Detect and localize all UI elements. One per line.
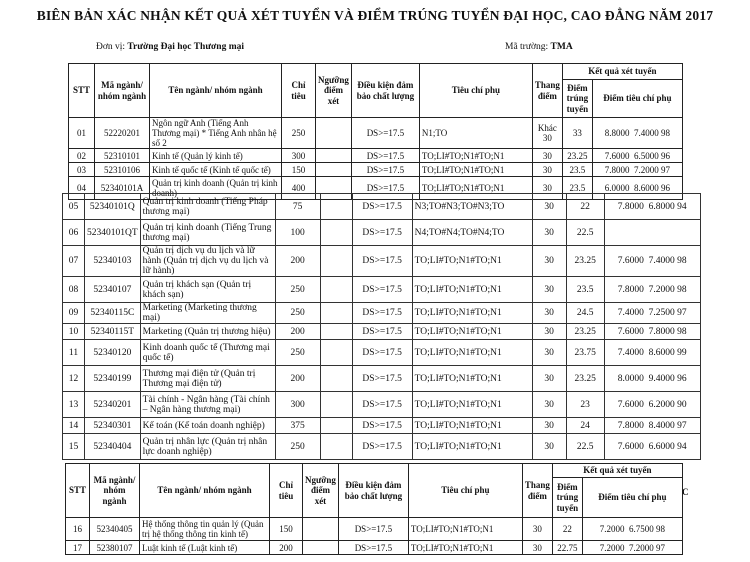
cell-scale: 30 (532, 277, 566, 303)
cell-name: Quản trị khách sạn (Quản trị khách sạn) (140, 277, 275, 303)
table-row (66, 518, 683, 541)
cell-quality: DS>=17.5 (352, 418, 412, 434)
cell-criteria: TO;LI#TO;N1#TO;N1 (419, 163, 532, 177)
cell-threshold (320, 392, 352, 418)
table-row (63, 277, 701, 303)
cell-threshold (303, 518, 339, 541)
col-header-name: Tên ngành/ nhóm ngành (140, 464, 270, 518)
school-code-line (505, 42, 573, 52)
cell-tiebreak: 7.6000 6.5000 96 (592, 149, 682, 163)
cell-threshold (320, 303, 352, 324)
cell-tiebreak: 7.8000 6.8000 94 (604, 194, 700, 220)
cell-tiebreak: 7.8000 8.4000 97 (604, 418, 700, 434)
cell-threshold (320, 194, 352, 220)
cell-criteria: TO;LI#TO;N1#TO;N1 (412, 277, 532, 303)
col-header-admission-score: Điểm trúng tuyển (552, 478, 582, 518)
col-header-name: Tên ngành/ nhóm ngành (150, 64, 282, 118)
col-header-code: Mã ngành/ nhóm ngành (90, 464, 140, 518)
col-header-quality: Điều kiện đảm bảo chất lượng (351, 64, 419, 118)
cell-scale: 30 (522, 541, 552, 555)
cell-criteria: TO;LI#TO;N1#TO;N1 (408, 541, 522, 555)
cell-threshold (316, 149, 352, 163)
cell-tiebreak (604, 220, 700, 246)
table-row (63, 194, 701, 220)
cell-code: 52340120 (85, 340, 141, 366)
cell-scale: 30 (532, 434, 566, 460)
cell-code: 52340115T (85, 324, 141, 340)
results-table-part-2 (62, 193, 701, 460)
cell-score: 23.5 (562, 163, 592, 177)
table-row (63, 392, 701, 418)
cell-quota: 200 (275, 324, 320, 340)
cell-quota: 200 (270, 541, 303, 555)
col-header-admission-score: Điểm trúng tuyển (562, 80, 592, 118)
cell-tiebreak: 8.0000 9.4000 96 (604, 366, 700, 392)
cell-code: 52340101QT (85, 220, 141, 246)
cell-quality: DS>=17.5 (352, 366, 412, 392)
cell-code: 52340199 (85, 366, 141, 392)
col-header-tiebreak: Điểm tiêu chí phụ (592, 80, 682, 118)
cell-tiebreak: 7.8000 7.2000 97 (592, 163, 682, 177)
cell-tiebreak: 7.2000 7.2000 97 (582, 541, 682, 555)
cell-stt: 11 (63, 340, 85, 366)
cell-quality: DS>=17.5 (352, 434, 412, 460)
cell-stt: 10 (63, 324, 85, 340)
cell-quota: 250 (282, 118, 316, 149)
cell-stt: 04 (69, 177, 95, 200)
table-row (63, 434, 701, 460)
cell-scale: 30 (532, 194, 566, 220)
cell-scale: 30 (532, 149, 562, 163)
cell-scale: 30 (532, 246, 566, 277)
cell-code: 52310101 (95, 149, 150, 163)
cell-quota: 250 (275, 434, 320, 460)
cell-stt: 12 (63, 366, 85, 392)
cell-tiebreak: 7.4000 7.2500 97 (604, 303, 700, 324)
cell-scale: 30 (532, 163, 562, 177)
col-header-stt: STT (69, 64, 95, 118)
cell-code: 52380107 (90, 541, 140, 555)
cell-name: Quản trị kinh doanh (Quản trị kinh doanh) (150, 177, 282, 200)
table-body-part-3 (66, 518, 683, 555)
cell-code: 52340115C (85, 303, 141, 324)
table-row (63, 303, 701, 324)
cell-quota: 150 (282, 163, 316, 177)
cell-scale: 30 (532, 418, 566, 434)
cell-criteria: TO;LI#TO;N1#TO;N1 (412, 340, 532, 366)
cell-criteria: TO;LI#TO;N1#TO;N1 (419, 149, 532, 163)
cell-quality: DS>=17.5 (352, 324, 412, 340)
col-header-scale: Thang điểm (522, 464, 552, 518)
cell-scale: 30 (532, 303, 566, 324)
col-header-tiebreak: Điểm tiêu chí phụ (582, 478, 682, 518)
cell-code: 52340107 (85, 277, 141, 303)
cell-quota: 150 (270, 518, 303, 541)
cell-scale: 30 (532, 366, 566, 392)
cell-criteria: N4;TO#N4;TO#N4;TO (412, 220, 532, 246)
cell-quality: DS>=17.5 (352, 392, 412, 418)
cell-name: Quản trị kinh doanh (Tiếng Trung thương mại) (140, 220, 275, 246)
col-header-quality: Điều kiện đảm bảo chất lượng (338, 464, 408, 518)
cell-quality: DS>=17.5 (352, 303, 412, 324)
cell-code: 52340103 (85, 246, 141, 277)
cell-name: Marketing (Quản trị thương hiệu) (140, 324, 275, 340)
cell-threshold (320, 418, 352, 434)
cell-name: Kinh tế quốc tế (Kinh tế quốc tế) (150, 163, 282, 177)
cell-stt: 17 (66, 541, 90, 555)
cell-name: Tài chính - Ngân hàng (Tài chính – Ngân hàng thương mại) (140, 392, 275, 418)
cell-tiebreak: 7.8000 7.2000 98 (604, 277, 700, 303)
unit-line (96, 42, 244, 52)
cell-criteria: TO;LI#TO;N1#TO;N1 (412, 246, 532, 277)
cell-quota: 250 (275, 303, 320, 324)
cell-stt: 02 (69, 149, 95, 163)
table-body-part-1 (69, 118, 683, 200)
cell-quality: DS>=17.5 (352, 246, 412, 277)
cell-tiebreak: 7.6000 6.2000 90 (604, 392, 700, 418)
cell-code: 52340101A (95, 177, 150, 200)
cell-criteria: TO;LI#TO;N1#TO;N1 (412, 434, 532, 460)
cut-off-column-letter: C (682, 487, 689, 497)
cell-criteria: N3;TO#N3;TO#N3;TO (412, 194, 532, 220)
cell-threshold (320, 277, 352, 303)
cell-code: 52340101Q (85, 194, 141, 220)
cell-scale: Khác 30 (532, 118, 562, 149)
cell-stt: 16 (66, 518, 90, 541)
document-title: BIÊN BẢN XÁC NHẬN KẾT QUẢ XÉT TUYỂN VÀ ĐIỂM TRÚNG TUYỂN ĐẠI HỌC, CAO ĐẲNG NĂM 2017 (36, 8, 714, 23)
table-row (63, 366, 701, 392)
cell-code: 52310106 (95, 163, 150, 177)
cell-quota: 100 (275, 220, 320, 246)
cell-criteria: TO;LI#TO;N1#TO;N1 (412, 418, 532, 434)
cell-score: 23.5 (566, 277, 604, 303)
cell-score: 22.75 (552, 541, 582, 555)
cell-quota: 200 (275, 246, 320, 277)
col-header-quota: Chỉ tiêu (282, 64, 316, 118)
cell-score: 23.5 (562, 177, 592, 200)
table-row (66, 541, 683, 555)
cell-threshold (320, 434, 352, 460)
cell-quota: 75 (275, 194, 320, 220)
cell-quota: 250 (275, 277, 320, 303)
cell-code: 52340201 (85, 392, 141, 418)
col-header-threshold: Ngưỡng điểm xét (316, 64, 352, 118)
cell-criteria: N1;TO (419, 118, 532, 149)
cell-code: 52340301 (85, 418, 141, 434)
cell-stt: 05 (63, 194, 85, 220)
cell-quota: 300 (275, 392, 320, 418)
results-table-part-3 (65, 463, 683, 555)
cell-score: 33 (562, 118, 592, 149)
cell-score: 23.25 (562, 149, 592, 163)
cell-name: Quản trị dịch vụ du lịch và lữ hành (Quản trị dịch vụ du lịch và lữ hành) (140, 246, 275, 277)
cell-quota: 250 (275, 340, 320, 366)
cell-score: 24 (566, 418, 604, 434)
cell-score: 23 (566, 392, 604, 418)
table-row (63, 418, 701, 434)
table-row (69, 149, 683, 163)
cell-score: 23.25 (566, 246, 604, 277)
cell-quality: DS>=17.5 (352, 340, 412, 366)
col-header-criteria: Tiêu chí phụ (408, 464, 522, 518)
unit-value: Trường Đại học Thương mại (127, 42, 245, 52)
cell-criteria: TO;LI#TO;N1#TO;N1 (419, 177, 532, 200)
cell-stt: 07 (63, 246, 85, 277)
cell-criteria: TO;LI#TO;N1#TO;N1 (412, 366, 532, 392)
cell-threshold (303, 541, 339, 555)
cell-quality: DS>=17.5 (351, 177, 419, 200)
cell-stt: 08 (63, 277, 85, 303)
cell-code: 52220201 (95, 118, 150, 149)
cell-quota: 375 (275, 418, 320, 434)
cell-quality: DS>=17.5 (351, 118, 419, 149)
cell-criteria: TO;LI#TO;N1#TO;N1 (412, 392, 532, 418)
cell-quality: DS>=17.5 (338, 541, 408, 555)
cell-stt: 01 (69, 118, 95, 149)
cell-tiebreak: 7.4000 8.6000 99 (604, 340, 700, 366)
cell-name: Kế toán (Kế toán doanh nghiệp) (140, 418, 275, 434)
cell-threshold (320, 220, 352, 246)
cell-code: 52340404 (85, 434, 141, 460)
cell-tiebreak: 7.2000 6.7500 98 (582, 518, 682, 541)
cell-score: 23.25 (566, 366, 604, 392)
cell-tiebreak: 7.6000 6.6000 94 (604, 434, 700, 460)
cell-code: 52340405 (90, 518, 140, 541)
unit-label: Đơn vị: (96, 42, 126, 52)
cell-threshold (320, 340, 352, 366)
school-code-label: Mã trường: (505, 42, 549, 52)
cell-score: 24.5 (566, 303, 604, 324)
cell-quality: DS>=17.5 (352, 277, 412, 303)
col-header-criteria: Tiêu chí phụ (419, 64, 532, 118)
school-code-value: TMA (550, 42, 573, 52)
col-header-threshold: Ngưỡng điểm xét (303, 464, 339, 518)
col-header-scale: Thang điểm (532, 64, 562, 118)
cell-tiebreak: 7.6000 7.8000 98 (604, 324, 700, 340)
cell-scale: 30 (532, 177, 562, 200)
cell-stt: 14 (63, 418, 85, 434)
cell-quality: DS>=17.5 (352, 194, 412, 220)
table-body-part-2 (63, 194, 701, 460)
cell-stt: 13 (63, 392, 85, 418)
cell-quota: 200 (275, 366, 320, 392)
table-row (63, 246, 701, 277)
cell-quality: DS>=17.5 (352, 220, 412, 246)
table-row (69, 163, 683, 177)
cell-name: Quản trị nhân lực (Quản trị nhân lực doanh nghiệp) (140, 434, 275, 460)
cell-quality: DS>=17.5 (351, 163, 419, 177)
table-row (63, 220, 701, 246)
cell-name: Kinh tế (Quản lý kinh tế) (150, 149, 282, 163)
cell-score: 23.25 (566, 324, 604, 340)
cell-tiebreak: 8.8000 7.4000 98 (592, 118, 682, 149)
cell-scale: 30 (532, 220, 566, 246)
cell-stt: 15 (63, 434, 85, 460)
cell-threshold (316, 163, 352, 177)
cell-tiebreak: 7.6000 7.4000 98 (604, 246, 700, 277)
cell-score: 22.5 (566, 220, 604, 246)
cell-threshold (320, 324, 352, 340)
col-header-code: Mã ngành/ nhóm ngành (95, 64, 150, 118)
col-header-result-group: Kết quả xét tuyển (552, 464, 682, 478)
cell-scale: 30 (532, 392, 566, 418)
cell-name: Marketing (Marketing thương mại) (140, 303, 275, 324)
cell-score: 22 (552, 518, 582, 541)
cell-quota: 400 (282, 177, 316, 200)
col-header-result-group: Kết quả xét tuyển (562, 64, 682, 80)
cell-criteria: TO;LI#TO;N1#TO;N1 (412, 303, 532, 324)
table-row (63, 340, 701, 366)
cell-name: Hệ thống thông tin quản lý (Quản trị hệ thống thông tin kinh tế) (140, 518, 270, 541)
cell-quota: 300 (282, 149, 316, 163)
col-header-quota: Chỉ tiêu (270, 464, 303, 518)
cell-tiebreak: 6.0000 8.6000 96 (592, 177, 682, 200)
cell-name: Kinh doanh quốc tế (Thương mại quốc tế) (140, 340, 275, 366)
cell-threshold (320, 246, 352, 277)
results-table-part-1 (68, 63, 683, 200)
cell-scale: 30 (532, 340, 566, 366)
cell-quality: DS>=17.5 (351, 149, 419, 163)
cell-name: Ngôn ngữ Anh (Tiếng Anh Thương mại) * Tiếng Anh nhân hệ số 2 (150, 118, 282, 149)
table-row (69, 118, 683, 149)
cell-threshold (316, 118, 352, 149)
cell-name: Luật kinh tế (Luật kinh tế) (140, 541, 270, 555)
cell-criteria: TO;LI#TO;N1#TO;N1 (408, 518, 522, 541)
col-header-stt: STT (66, 464, 90, 518)
cell-stt: 03 (69, 163, 95, 177)
cell-threshold (320, 366, 352, 392)
cell-scale: 30 (522, 518, 552, 541)
cell-score: 22 (566, 194, 604, 220)
cell-criteria: TO;LI#TO;N1#TO;N1 (412, 324, 532, 340)
cell-score: 23.75 (566, 340, 604, 366)
cell-name: Thương mại điện tử (Quản trị Thương mại điện tử) (140, 366, 275, 392)
cell-stt: 06 (63, 220, 85, 246)
cell-stt: 09 (63, 303, 85, 324)
cell-name: Quản trị kinh doanh (Tiếng Pháp thương mại) (140, 194, 275, 220)
cell-score: 22.5 (566, 434, 604, 460)
cell-quality: DS>=17.5 (338, 518, 408, 541)
table-row (63, 324, 701, 340)
cell-scale: 30 (532, 324, 566, 340)
